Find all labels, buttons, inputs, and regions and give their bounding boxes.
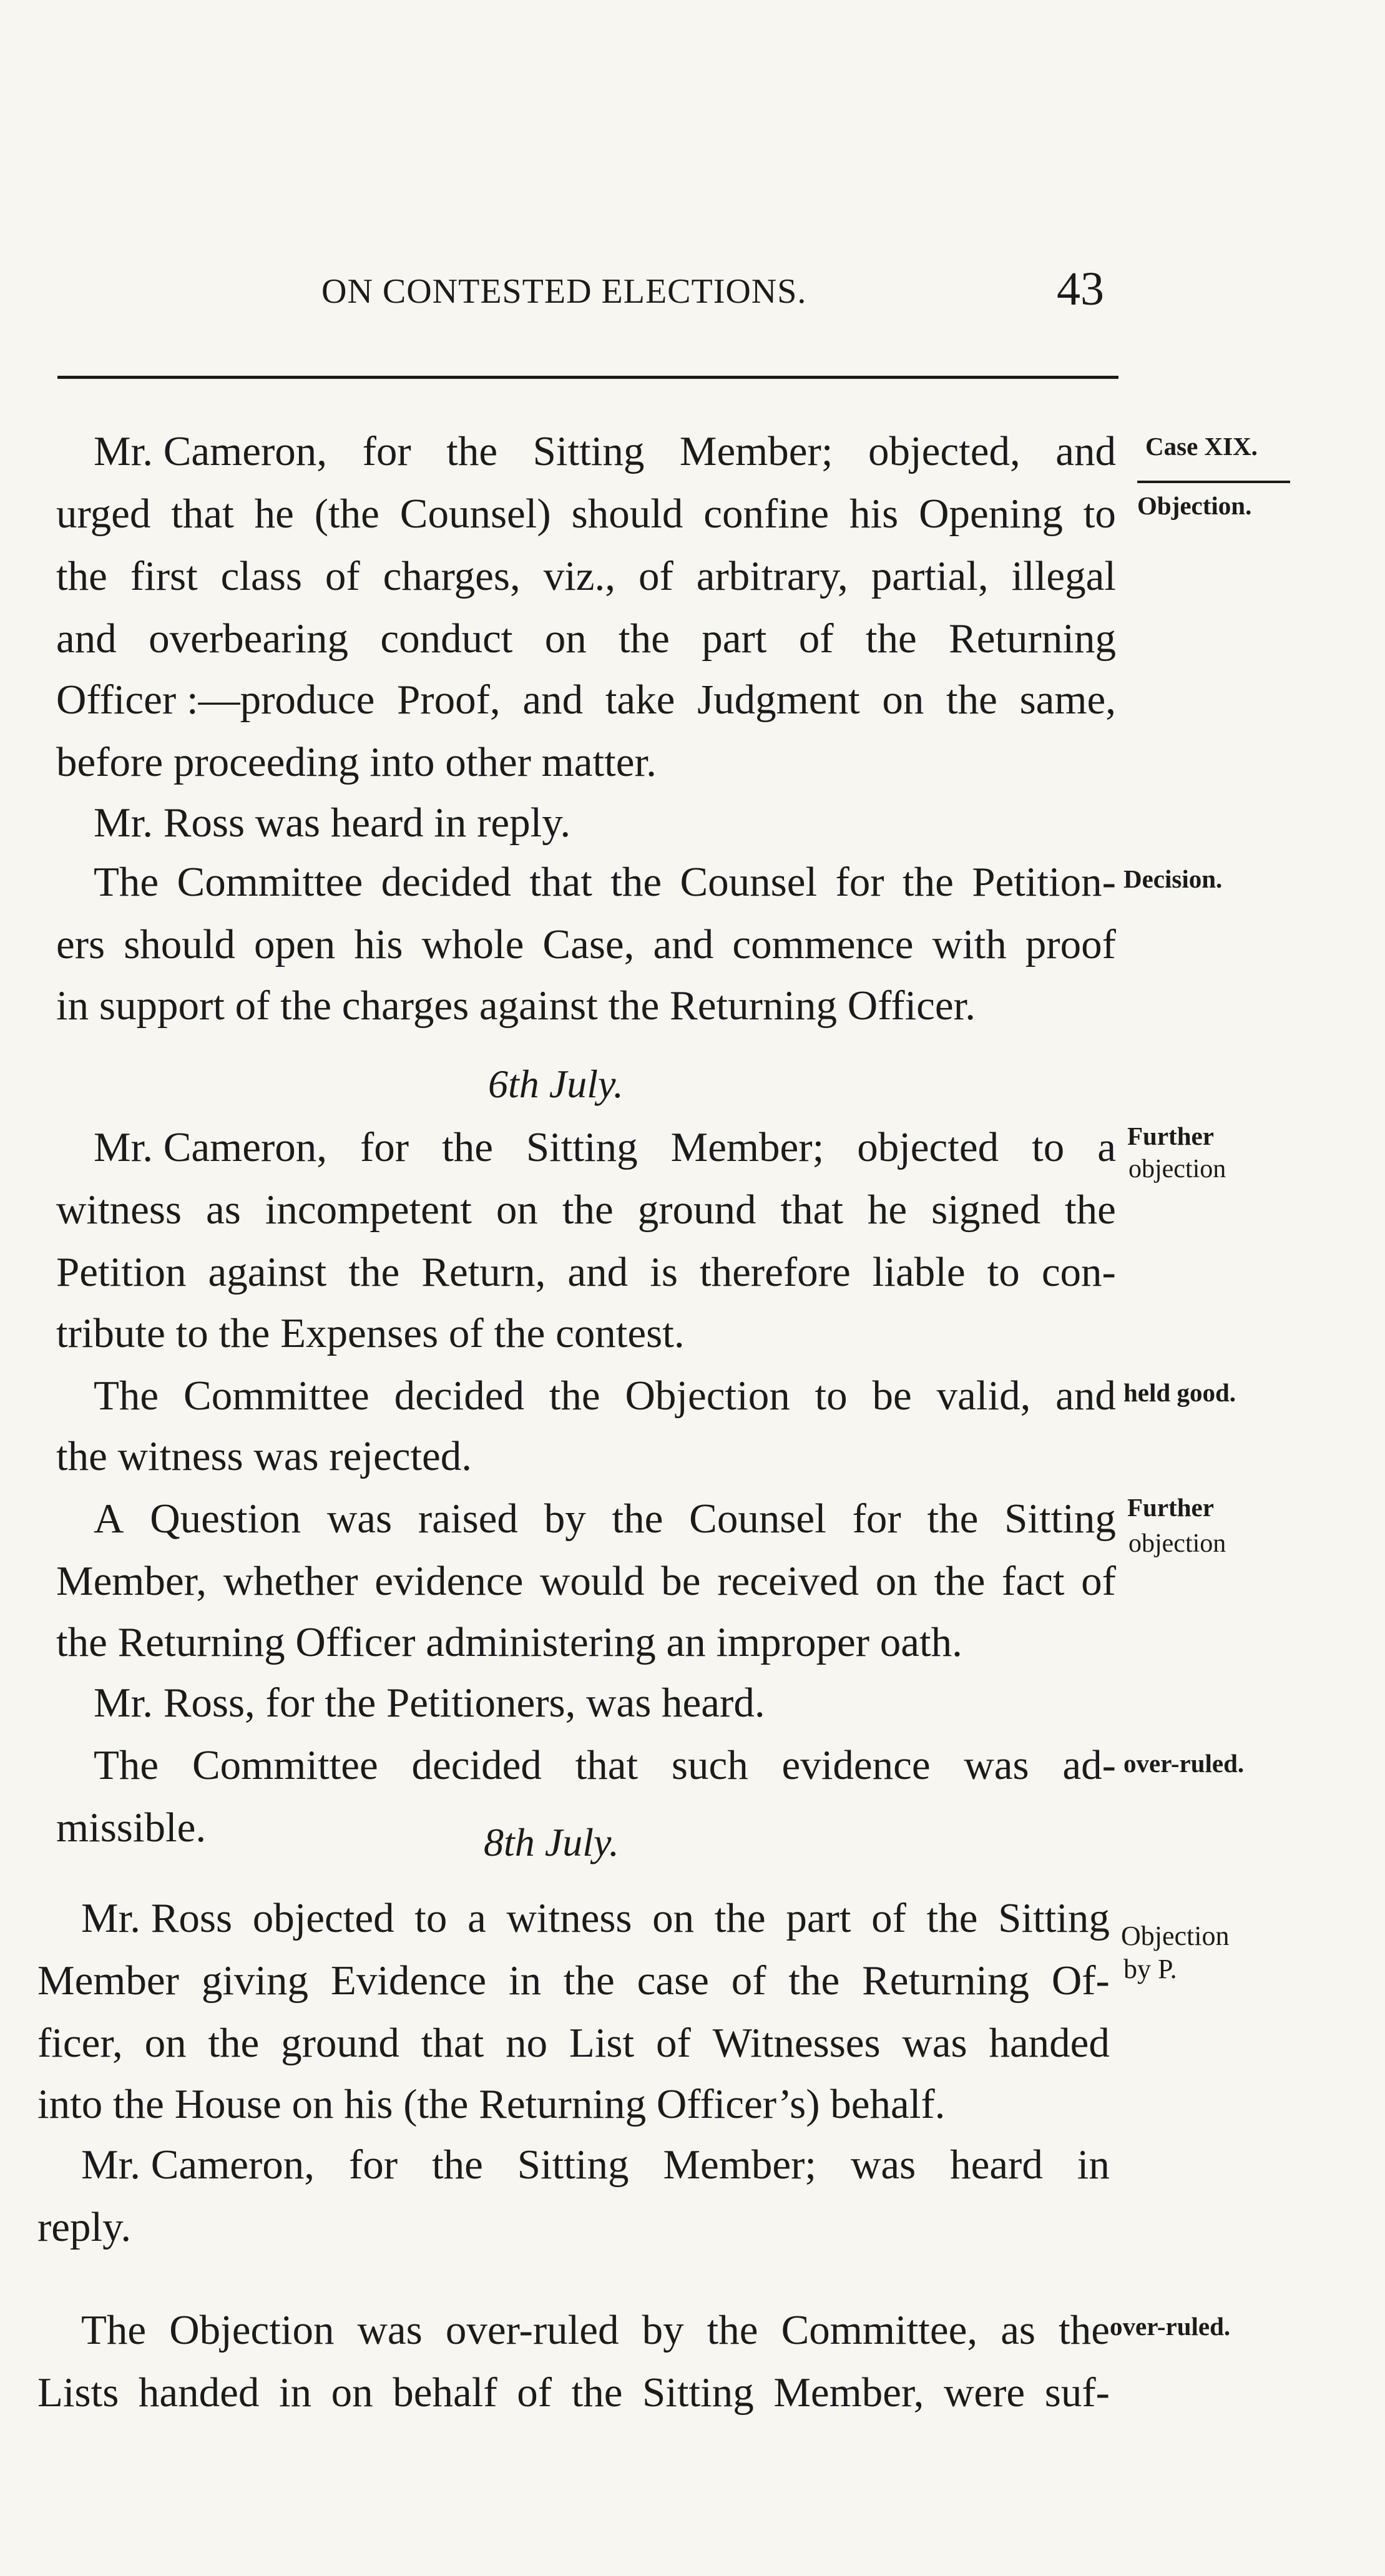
text-word: evidence xyxy=(781,1742,931,1788)
text-word: Objection xyxy=(625,1373,790,1419)
text-word: handed xyxy=(989,2020,1110,2066)
text-word: on xyxy=(331,2369,373,2416)
text-line xyxy=(56,1807,206,1849)
text-word: the xyxy=(563,1957,615,2004)
margin-note: Further xyxy=(1127,1493,1214,1522)
text-word: of xyxy=(655,2020,691,2066)
text-word: and xyxy=(567,1249,629,1295)
text-word: as xyxy=(1001,2307,1035,2353)
text-word: the xyxy=(610,859,662,905)
text-word: first xyxy=(130,553,198,599)
text-word: the xyxy=(612,1496,663,1542)
text-word: Mr. Cameron, xyxy=(94,428,328,474)
text-word: Sitting xyxy=(517,2142,629,2188)
text-word: should xyxy=(571,491,683,537)
margin-note: Objection xyxy=(1121,1921,1230,1951)
page-number: 43 xyxy=(1057,263,1104,315)
text-word: of xyxy=(517,2369,552,2416)
text-word: over-ruled xyxy=(445,2307,619,2353)
text-word: therefore xyxy=(699,1249,851,1295)
text-word: on xyxy=(875,1558,918,1604)
text-word: was xyxy=(357,2307,423,2353)
text-word: the xyxy=(1059,2307,1110,2353)
text-word: the xyxy=(549,1373,600,1419)
text-word: should xyxy=(124,921,235,967)
text-word: witness xyxy=(56,1187,182,1233)
text-word: Mr. Cameron, xyxy=(81,2142,315,2188)
text-word: with xyxy=(932,921,1007,967)
margin-note: Objection. xyxy=(1137,491,1252,520)
text-line xyxy=(56,553,1116,599)
text-word: Member, xyxy=(56,1558,207,1604)
text-word: the xyxy=(56,553,107,599)
text-word: liable xyxy=(872,1249,966,1295)
text-word: the xyxy=(707,2307,758,2353)
text-word: A xyxy=(94,1496,124,1542)
text-word: The xyxy=(94,1742,159,1788)
text-word: the xyxy=(865,615,917,662)
text-word: of xyxy=(871,1895,906,1941)
text-word: for xyxy=(362,428,411,474)
text-word: ficer, xyxy=(37,2020,123,2066)
text-word: a xyxy=(467,1895,486,1941)
text-word: Committee xyxy=(177,859,363,905)
text-word: Evidence xyxy=(330,1957,487,2004)
text-word: is xyxy=(650,1249,678,1295)
text-word: the witness was rejected. xyxy=(56,1433,472,1479)
text-word: viz., xyxy=(543,553,616,599)
text-word: Lists xyxy=(37,2369,119,2416)
text-word: was xyxy=(326,1496,393,1542)
text-word: and xyxy=(1055,428,1116,474)
text-word: the xyxy=(934,1558,986,1604)
date-heading: 8th July. xyxy=(484,1820,619,1864)
text-word: the xyxy=(571,2369,623,2416)
text-word: in support of the charges against the Returning Officer. xyxy=(56,982,976,1029)
text-line xyxy=(37,2081,946,2127)
text-word: that xyxy=(171,491,234,537)
text-word: the xyxy=(432,2142,483,2188)
text-word: Mr. Ross xyxy=(81,1895,233,1941)
text-word: behalf xyxy=(393,2369,497,2416)
text-word: giving xyxy=(201,1957,309,2004)
text-word: Member; xyxy=(679,428,833,474)
margin-note: Further xyxy=(1127,1122,1214,1150)
text-line xyxy=(37,1957,1110,2004)
text-word: The xyxy=(94,859,159,905)
text-word: Member; xyxy=(663,2142,817,2188)
text-word: on xyxy=(882,677,924,723)
text-word: partial, xyxy=(871,553,989,599)
text-word: Return, xyxy=(421,1249,546,1295)
text-word: the xyxy=(1065,1187,1116,1233)
text-word: suf- xyxy=(1044,2369,1110,2416)
text-word: as xyxy=(205,1187,241,1233)
text-word: of xyxy=(325,553,360,599)
text-word: whether xyxy=(223,1558,358,1604)
text-word: overbearing xyxy=(149,615,349,662)
text-word: The xyxy=(94,1373,159,1419)
text-word: commence xyxy=(732,921,914,967)
text-word: incompetent xyxy=(265,1187,472,1233)
text-word: Committee xyxy=(184,1373,369,1419)
text-word: Petition- xyxy=(972,859,1116,905)
text-word: proof xyxy=(1025,921,1116,967)
text-word: he xyxy=(867,1187,908,1233)
text-line xyxy=(56,739,657,785)
text-word: for xyxy=(360,1124,409,1170)
text-line xyxy=(81,1895,1110,1941)
text-word: the xyxy=(714,1895,766,1941)
text-word: urged xyxy=(56,491,151,537)
text-word: evidence xyxy=(374,1558,524,1604)
text-word: Counsel xyxy=(680,859,818,905)
text-line xyxy=(56,1251,1116,1293)
text-word: that xyxy=(575,1742,639,1788)
text-word: Petition xyxy=(56,1249,187,1295)
text-word: Case, xyxy=(542,921,635,967)
text-word: the xyxy=(348,1249,400,1295)
text-word: the xyxy=(619,615,670,662)
text-word: ground xyxy=(637,1187,756,1233)
text-word: (the xyxy=(314,491,379,537)
text-word: decided xyxy=(411,1742,542,1788)
text-word: witness xyxy=(506,1895,632,1941)
text-word: were xyxy=(943,2369,1025,2416)
margin-note: held good. xyxy=(1123,1378,1236,1407)
text-word: Opening xyxy=(919,491,1063,537)
text-word: con- xyxy=(1041,1249,1116,1295)
text-word: and xyxy=(1055,1373,1116,1419)
text-line xyxy=(56,1560,1116,1602)
text-word: the xyxy=(208,2020,260,2066)
text-word: handed xyxy=(138,2369,260,2416)
text-line xyxy=(37,2022,1110,2064)
text-word: that xyxy=(780,1187,843,1233)
text-word: into the House on his (the Returning Officer’s) behalf. xyxy=(37,2081,946,2127)
text-word: Member, xyxy=(773,2369,924,2416)
text-word: to xyxy=(1083,491,1116,537)
text-word: Committee xyxy=(192,1742,378,1788)
text-line xyxy=(56,615,1116,662)
text-word: the xyxy=(926,1895,978,1941)
text-word: Judgment xyxy=(697,677,860,723)
text-word: of xyxy=(798,615,834,662)
text-word: signed xyxy=(931,1187,1041,1233)
text-word: List xyxy=(569,2020,635,2066)
text-word: Mr. Cameron, xyxy=(94,1124,328,1170)
text-word: confine xyxy=(703,491,830,537)
text-word: Sitting xyxy=(526,1124,638,1170)
text-word: by xyxy=(544,1496,586,1542)
text-word: to xyxy=(1032,1124,1065,1170)
text-word: for xyxy=(348,2142,398,2188)
text-word: in xyxy=(508,1957,542,2004)
text-word: tribute to the Expenses of the contest. xyxy=(56,1310,685,1356)
text-word: arbitrary, xyxy=(696,553,848,599)
text-word: to xyxy=(987,1249,1020,1295)
text-word: Committee, xyxy=(781,2307,978,2353)
text-word: his xyxy=(354,921,403,967)
running-header: ON CONTESTED ELECTIONS. xyxy=(321,272,807,311)
text-word: in xyxy=(278,2369,312,2416)
text-line xyxy=(94,1375,1116,1417)
text-word: Returning xyxy=(949,615,1116,662)
text-word: fact xyxy=(1002,1558,1065,1604)
text-word: no xyxy=(506,2020,548,2066)
text-word: objected, xyxy=(868,428,1020,474)
text-word: and xyxy=(56,615,117,662)
text-word: would xyxy=(540,1558,645,1604)
text-word: on xyxy=(544,615,587,662)
text-word: be xyxy=(872,1373,912,1419)
text-word: the Returning Officer administering an improper oath. xyxy=(56,1619,962,1665)
text-line xyxy=(81,2309,1110,2351)
text-word: same, xyxy=(1019,677,1116,723)
text-word: received xyxy=(717,1558,859,1604)
text-word: Mr. Ross was heard in reply. xyxy=(94,800,571,846)
text-word: such xyxy=(671,1742,748,1788)
text-word: Member xyxy=(37,1957,179,2004)
text-line xyxy=(56,1619,962,1665)
text-line xyxy=(94,802,570,844)
text-word: be xyxy=(661,1558,701,1604)
text-word: Mr. Ross, for the Petitioners, was heard. xyxy=(94,1680,765,1726)
text-word: ad- xyxy=(1062,1742,1116,1788)
text-line xyxy=(94,1742,1116,1788)
text-word: decided xyxy=(381,859,511,905)
text-word: of xyxy=(1081,1558,1116,1604)
text-line xyxy=(94,861,1116,903)
text-word: a xyxy=(1097,1124,1116,1170)
text-word: the xyxy=(902,859,954,905)
text-word: ground xyxy=(281,2020,399,2066)
text-word: and xyxy=(522,677,584,723)
text-word: the xyxy=(927,1496,979,1542)
text-word: before proceeding into other matter. xyxy=(56,739,657,785)
text-word: by xyxy=(642,2307,684,2353)
margin-rule xyxy=(1137,481,1290,483)
text-word: that xyxy=(421,2020,484,2066)
text-line xyxy=(94,428,1116,474)
margin-note: Decision. xyxy=(1123,864,1223,893)
text-line xyxy=(94,1682,765,1724)
text-line xyxy=(81,2144,1110,2186)
text-word: Witnesses xyxy=(712,2020,881,2066)
text-word: open xyxy=(253,921,336,967)
text-word: Member; xyxy=(670,1124,825,1170)
text-word: the xyxy=(788,1957,840,2004)
text-word: for xyxy=(835,859,884,905)
text-word: against xyxy=(208,1249,327,1295)
text-word: to xyxy=(414,1895,448,1941)
text-word: Counsel) xyxy=(399,491,551,537)
text-word: was xyxy=(964,1742,1029,1788)
text-word: take xyxy=(605,677,675,723)
text-word: missible. xyxy=(56,1805,207,1851)
text-word: part xyxy=(786,1895,851,1941)
text-word: Sitting xyxy=(532,428,645,474)
text-word: ers xyxy=(56,921,105,967)
text-word: on xyxy=(496,1187,538,1233)
text-word: the xyxy=(442,1124,493,1170)
text-word: on xyxy=(144,2020,187,2066)
text-word: conduct xyxy=(380,615,513,662)
text-line xyxy=(56,982,976,1029)
margin-note: objection xyxy=(1128,1155,1226,1183)
text-word: Sitting xyxy=(998,1895,1110,1941)
text-word: the xyxy=(446,428,498,474)
text-word: Objection xyxy=(169,2307,335,2353)
text-word: Sitting xyxy=(1004,1496,1116,1542)
text-word: valid, xyxy=(936,1373,1031,1419)
margin-note: objection xyxy=(1128,1529,1226,1558)
margin-note: Case XIX. xyxy=(1145,432,1258,461)
text-line xyxy=(56,1433,472,1479)
text-word: The xyxy=(81,2307,147,2353)
margin-note: over-ruled. xyxy=(1123,1749,1245,1778)
text-word: Sitting xyxy=(642,2369,754,2416)
text-word: was xyxy=(902,2020,967,2066)
text-word: his xyxy=(849,491,899,537)
text-line xyxy=(56,1189,1116,1231)
text-word: whole xyxy=(421,921,524,967)
text-word: class xyxy=(220,553,302,599)
text-line xyxy=(56,921,1116,967)
text-line xyxy=(56,1310,685,1356)
text-line xyxy=(94,1498,1116,1540)
text-word: in xyxy=(1077,2142,1110,2188)
header-rule xyxy=(57,376,1118,379)
text-word: reply. xyxy=(37,2204,132,2250)
text-word: and xyxy=(653,921,714,967)
text-word: to xyxy=(815,1373,848,1419)
text-word: was xyxy=(850,2142,916,2188)
text-word: the xyxy=(562,1187,614,1233)
margin-note: over-ruled. xyxy=(1110,2312,1231,2341)
text-word: Officer :—produce xyxy=(56,677,375,723)
text-word: objected xyxy=(857,1124,999,1170)
text-word: Returning xyxy=(862,1957,1030,2004)
text-word: Counsel xyxy=(689,1496,826,1542)
text-word: raised xyxy=(418,1496,518,1542)
text-word: on xyxy=(652,1895,695,1941)
text-word: Question xyxy=(150,1496,301,1542)
text-word: decided xyxy=(394,1373,524,1419)
text-word: objected xyxy=(252,1895,394,1941)
text-word: Proof, xyxy=(397,677,501,723)
text-word: the xyxy=(946,677,997,723)
text-word: charges, xyxy=(383,553,521,599)
margin-note: by P. xyxy=(1123,1954,1177,1984)
text-line xyxy=(37,2369,1110,2416)
text-line xyxy=(94,1124,1116,1170)
text-word: of xyxy=(731,1957,766,2004)
text-word: for xyxy=(852,1496,901,1542)
text-line xyxy=(37,2206,131,2248)
text-word: heard xyxy=(950,2142,1043,2188)
text-word: that xyxy=(529,859,592,905)
text-word: Of- xyxy=(1051,1957,1110,2004)
text-word: part xyxy=(702,615,767,662)
text-word: of xyxy=(638,553,673,599)
date-heading: 6th July. xyxy=(488,1062,624,1106)
text-line xyxy=(56,679,1116,721)
text-line xyxy=(56,493,1116,535)
text-word: illegal xyxy=(1011,553,1116,599)
text-word: case xyxy=(637,1957,709,2004)
text-word: he xyxy=(254,491,294,537)
